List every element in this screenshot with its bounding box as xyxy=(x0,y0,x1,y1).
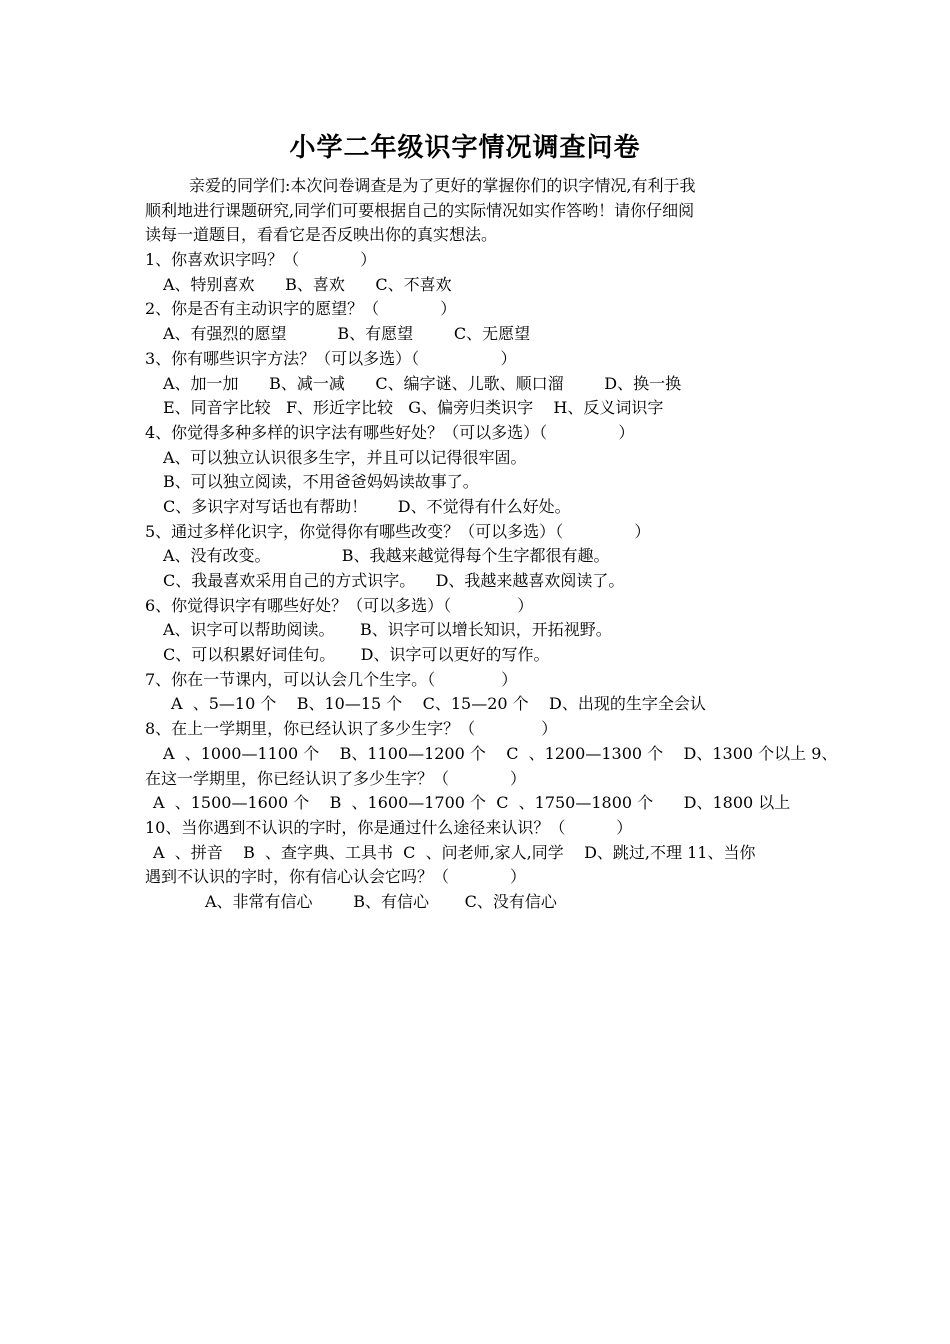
question-6-options: C、可以积累好词佳句。 D、识字可以更好的写作。 xyxy=(163,645,550,665)
question-6-options: A、识字可以帮助阅读。 B、识字可以增长知识，开拓视野。 xyxy=(163,620,612,640)
question-4-options: A、可以独立认识很多生字，并且可以记得很牢固。 xyxy=(163,447,527,467)
question-10-options: A 、拼音 B 、查字典、工具书 C 、问老师,家人,同学 D、跳过,不理 11、当你 xyxy=(153,842,756,862)
question-4-options: B、可以独立阅读，不用爸爸妈妈读故事了。 xyxy=(163,472,479,492)
question-7-options: A 、5—10 个 B、10—15 个 C、15—20 个 D、出现的生字全会认 xyxy=(171,694,706,714)
question-4-options: C、多识字对写话也有帮助！ D、不觉得有什么好处。 xyxy=(163,496,571,516)
questionnaire-body xyxy=(145,174,838,915)
question-1: 1、你喜欢识字吗？（ ） xyxy=(145,250,377,270)
question-2: 2、你是否有主动识字的愿望？（ ） xyxy=(145,299,457,319)
question-9-options: A 、1500—1600 个 B 、1600—1700 个 C 、1750—1800 个 D、1800 以上 xyxy=(153,793,791,813)
question-11-options: A、非常有信心 B、有信心 C、没有信心 xyxy=(205,891,557,911)
question-5: 5、通过多样化识字，你觉得你有哪些改变？（可以多选）（ ） xyxy=(145,521,651,541)
question-3-options: E、同音字比较 F、形近字比较 G、偏旁归类识字 H、反义词识字 xyxy=(163,398,664,418)
page-title: 小学二年级识字情况调查问卷 xyxy=(289,133,641,163)
question-7: 7、你在一节课内，可以认会几个生字。（ ） xyxy=(145,669,518,689)
question-9: 在这一学期里，你已经认识了多少生字？（ ） xyxy=(145,768,527,788)
question-8-options: A 、1000—1100 个 B、1100—1200 个 C 、1200—1300 个 D、1300 个以上 9、 xyxy=(163,743,838,763)
intro-line: 亲爱的同学们:本次问卷调查是为了更好的掌握你们的识字情况,有利于我 xyxy=(189,176,696,195)
question-4: 4、你觉得多种多样的识字法有哪些好处？（可以多选）（ ） xyxy=(145,422,635,442)
question-1-options: A、特别喜欢 B、喜欢 C、不喜欢 xyxy=(163,274,452,294)
question-10: 10、当你遇到不认识的字时，你是通过什么途径来认识？（ ） xyxy=(145,817,633,837)
intro-line: 读每一道题目，看看它是否反映出你的真实想法。 xyxy=(145,225,498,245)
question-6: 6、你觉得识字有哪些好处？（可以多选）（ ） xyxy=(145,595,534,615)
question-3-options: A、加一加 B、减一减 C、编字谜、儿歌、顺口溜 D、换一换 xyxy=(163,373,682,393)
question-8: 8、在上一学期里，你已经认识了多少生字？（ ） xyxy=(145,719,558,739)
question-2-options: A、有强烈的愿望 B、有愿望 C、无愿望 xyxy=(163,324,531,344)
question-5-options: A、没有改变。 B、我越来越觉得每个生字都很有趣。 xyxy=(163,546,610,566)
question-11: 遇到不认识的字时，你有信心认会它吗？（ ） xyxy=(145,867,527,887)
question-5-options: C、我最喜欢采用自己的方式识字。 D、我越来越喜欢阅读了。 xyxy=(163,571,625,590)
intro-line: 顺利地进行课题研究,同学们可要根据自己的实际情况如实作答哟！请你仔细阅 xyxy=(145,200,695,220)
question-3: 3、你有哪些识字方法？（可以多选）（ ） xyxy=(145,348,517,368)
